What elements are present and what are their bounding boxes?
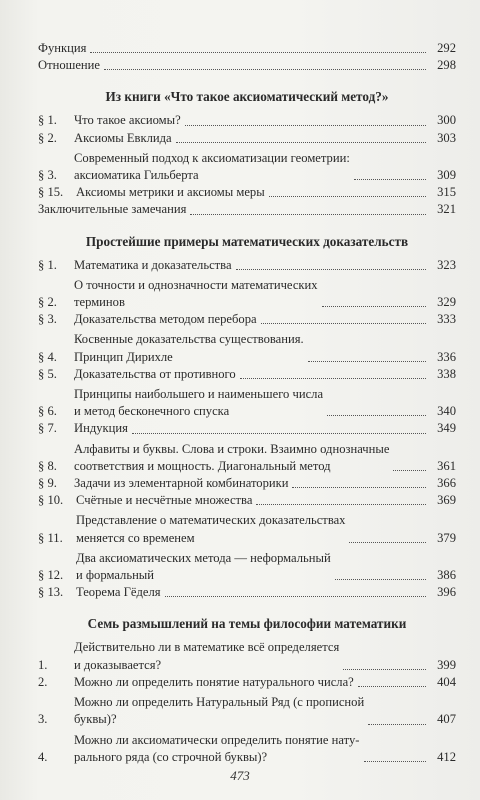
toc-entry-title-line: рального ряда (со строчной буквы)? <box>74 749 268 764</box>
toc-entry-title-line: Действительно ли в математике всё определяется <box>74 640 340 655</box>
toc-entry-title-line: Аксиомы метрики и аксиомы меры <box>76 185 265 200</box>
toc-entry-title-line: Математика и доказательства <box>74 257 232 272</box>
toc-entry <box>38 441 456 475</box>
toc-entry-title <box>74 150 350 184</box>
toc-entry-number: § 1. <box>38 257 57 272</box>
page-number: 473 <box>230 768 250 783</box>
toc-leader-dots <box>343 669 426 670</box>
toc-entry-title-line: Алфавиты и буквы. Слова и строки. Взаимно однозначные <box>74 441 390 456</box>
toc-entry <box>38 184 456 201</box>
toc-entry <box>38 331 456 365</box>
toc-entry-page: 292 <box>437 41 456 55</box>
toc-entry-page: 369 <box>437 493 456 508</box>
toc-section <box>38 88 456 218</box>
toc-entry-title-line: Что такое аксиомы? <box>74 113 181 128</box>
toc-entry-page: 399 <box>437 657 456 672</box>
toc-entry-title <box>38 40 86 57</box>
toc-entry <box>38 492 456 509</box>
toc-entry-title-line: Доказательства методом перебора <box>74 312 257 327</box>
toc-entry-title <box>76 550 331 584</box>
toc-entry <box>38 57 456 74</box>
toc-entry-title <box>38 201 186 218</box>
toc-entry <box>38 130 456 147</box>
toc-entry-number: § 15. <box>38 185 64 200</box>
toc-entry-title-line: О точности и однозначности математических <box>74 277 318 292</box>
toc-leader-dots <box>358 686 426 687</box>
toc-leader-dots <box>176 142 426 143</box>
toc-entry-number: § 6. <box>38 404 57 419</box>
toc-entry-title <box>76 512 345 546</box>
toc-leader-dots <box>236 269 426 270</box>
toc-entry-title-line: Косвенные доказательства существования. <box>74 332 304 347</box>
toc-entry-title <box>76 184 265 201</box>
toc-entry-title-line: Индукция <box>74 421 128 436</box>
toc-entry-title-line: и метод бесконечного спуска <box>74 404 230 419</box>
toc-leader-dots <box>335 579 426 580</box>
toc-section <box>38 615 456 765</box>
toc-entry-page: 333 <box>437 312 456 327</box>
toc-entry-number: § 13. <box>38 585 64 600</box>
toc-entry-page: 361 <box>437 458 456 473</box>
toc-sections <box>38 88 456 766</box>
toc-entry-title-line: меняется со временем <box>76 530 195 545</box>
toc-leader-dots <box>269 196 426 197</box>
toc-entry <box>38 386 456 420</box>
toc-leader-dots <box>354 179 426 180</box>
toc-entry-number: § 11. <box>38 530 63 545</box>
toc-entry-title <box>74 366 236 383</box>
toc-entry-title-line: Теорема Гёделя <box>76 585 161 600</box>
toc-entry-title-line: Современный подход к аксиоматизации геометрии: <box>74 150 350 165</box>
toc-section-heading: Простейшие примеры математических доказательств <box>85 233 409 249</box>
toc-entry <box>38 420 456 437</box>
toc-entry-number: 1. <box>38 657 48 672</box>
toc-entry-title <box>74 441 389 475</box>
toc-leader-dots <box>165 596 426 597</box>
toc-entry-number: § 3. <box>38 168 57 183</box>
toc-section-heading: Из книги «Что такое аксиоматический метод?» <box>105 89 389 105</box>
toc-entry-number: § 1. <box>38 113 57 128</box>
toc-entry-title-line: терминов <box>74 295 125 310</box>
toc-entry-title-line: Доказательства от противного <box>74 366 236 381</box>
toc-entry <box>38 694 456 728</box>
toc-entry <box>38 366 456 383</box>
toc-entry-page: 298 <box>437 58 456 73</box>
toc-entry-title-line: Принцип Дирихле <box>74 349 173 364</box>
toc-entry-page: 349 <box>437 421 456 436</box>
toc-entry-number: § 2. <box>38 295 57 310</box>
toc-entry-title-line: и формальный <box>76 568 155 583</box>
toc-leader-dots <box>364 761 427 762</box>
toc-leader-dots <box>132 433 426 434</box>
toc-entry-title-line: Аксиомы Евклида <box>74 130 172 145</box>
toc-leader-dots <box>240 378 426 379</box>
toc-entry <box>38 257 456 274</box>
toc-entry-title-line: Счётные и несчётные множества <box>76 493 253 508</box>
toc-entry-number: § 2. <box>38 130 57 145</box>
toc-intro-group <box>38 40 456 74</box>
toc-entry <box>38 639 456 673</box>
toc-leader-dots <box>90 52 426 53</box>
toc-leader-dots <box>327 415 426 416</box>
toc-section <box>38 233 456 602</box>
toc-entry <box>38 201 456 218</box>
toc-entry-title-line: буквы)? <box>74 712 117 727</box>
toc-leader-dots <box>256 504 426 505</box>
toc-entry-title-line: Принципы наибольшего и наименьшего числа <box>74 387 324 402</box>
toc-entry-page: 404 <box>437 674 456 689</box>
toc-entry-page: 321 <box>437 202 456 217</box>
toc-entry-page: 309 <box>437 168 456 183</box>
toc-entry-title <box>76 492 252 509</box>
toc-entry-number: § 12. <box>38 568 64 583</box>
toc-entry-title <box>38 57 100 74</box>
toc-entry-title-line: Заключительные замечания <box>38 202 187 217</box>
toc-entry-title-line: Два аксиоматических метода — неформальный <box>76 550 331 565</box>
toc-entry-number: § 7. <box>38 421 57 436</box>
toc-leader-dots <box>185 125 426 126</box>
toc-entry-title <box>74 311 257 328</box>
toc-entry-page: 323 <box>437 257 456 272</box>
toc-entry-page: 407 <box>437 712 456 727</box>
toc-entry-number: § 5. <box>38 366 57 381</box>
toc-entry-page: 300 <box>437 113 456 128</box>
toc-leader-dots <box>190 214 426 215</box>
toc-entry-page: 336 <box>437 349 456 364</box>
toc-entry-page: 315 <box>437 185 456 200</box>
toc-entry-number: § 8. <box>38 458 57 473</box>
toc-entry-title-line: соответствия и мощность. Диагональный метод <box>74 458 331 473</box>
toc-entry <box>38 311 456 328</box>
toc-entry-title <box>74 420 128 437</box>
toc-entry-title <box>74 732 360 766</box>
toc-entry-title-line: и доказывается? <box>74 657 162 672</box>
toc-entry <box>38 40 456 57</box>
toc-entry-page: 340 <box>437 404 456 419</box>
toc-leader-dots <box>104 69 426 70</box>
toc-entry <box>38 512 456 546</box>
toc-entry-title-line: аксиоматика Гильберта <box>74 168 199 183</box>
toc-entry-title <box>74 386 323 420</box>
toc-entry-number: § 9. <box>38 476 57 491</box>
toc-entry-title-line: Функция <box>38 41 87 55</box>
toc-entry-title <box>74 674 354 691</box>
toc-entry <box>38 277 456 311</box>
toc-entry-title <box>74 130 172 147</box>
toc-leader-dots <box>292 487 426 488</box>
toc-entry-title-line: Задачи из элементарной комбинаторики <box>74 476 289 491</box>
toc-entry <box>38 112 456 129</box>
toc-entry-title <box>74 112 181 129</box>
toc-entry-page: 396 <box>437 585 456 600</box>
toc-entry-number: § 3. <box>38 312 57 327</box>
toc-entry <box>38 550 456 584</box>
toc-entry-number: § 10. <box>38 493 64 508</box>
toc-entry <box>38 475 456 492</box>
toc-leader-dots <box>393 470 426 471</box>
toc-entry-title <box>74 257 232 274</box>
toc-entry-title-line: Можно ли определить понятие натурального числа? <box>74 674 354 689</box>
toc-entry-page: 338 <box>437 366 456 381</box>
toc-entry-title-line: Представление о математических доказательствах <box>76 513 346 528</box>
toc-entry-page: 329 <box>437 295 456 310</box>
toc-entry-title-line: Можно ли определить Натуральный Ряд (с прописной <box>74 695 365 710</box>
toc-entry-title <box>74 694 364 728</box>
toc-entry-page: 379 <box>437 530 456 545</box>
toc-entry-page: 386 <box>437 568 456 583</box>
toc-section-heading: Семь размышлений на темы философии математики <box>87 616 407 632</box>
toc-entry-page: 412 <box>437 749 456 764</box>
toc-entry-title <box>76 584 161 601</box>
toc-entry-title-line: Отношение <box>38 58 100 73</box>
toc-leader-dots <box>368 724 426 725</box>
toc-entry-number: 4. <box>38 749 48 764</box>
toc-entry-page: 303 <box>437 130 456 145</box>
toc-entry-title-line: Можно ли аксиоматически определить понятие нату- <box>74 732 360 747</box>
toc-entry-number: § 4. <box>38 349 57 364</box>
toc-entry-title <box>74 331 304 365</box>
toc-leader-dots <box>349 542 426 543</box>
toc-leader-dots <box>261 323 426 324</box>
toc-entry <box>38 674 456 691</box>
toc-entry <box>38 584 456 601</box>
toc-entry-title <box>74 475 288 492</box>
toc-leader-dots <box>322 306 426 307</box>
toc-entry-number: 3. <box>38 712 48 727</box>
toc-entry <box>38 150 456 184</box>
toc-entry-number: 2. <box>38 674 48 689</box>
toc-entry-title <box>74 639 339 673</box>
toc-entry-title <box>74 277 318 311</box>
toc-entry-page: 366 <box>437 476 456 491</box>
toc-leader-dots <box>308 361 426 362</box>
toc-entry <box>38 732 456 766</box>
